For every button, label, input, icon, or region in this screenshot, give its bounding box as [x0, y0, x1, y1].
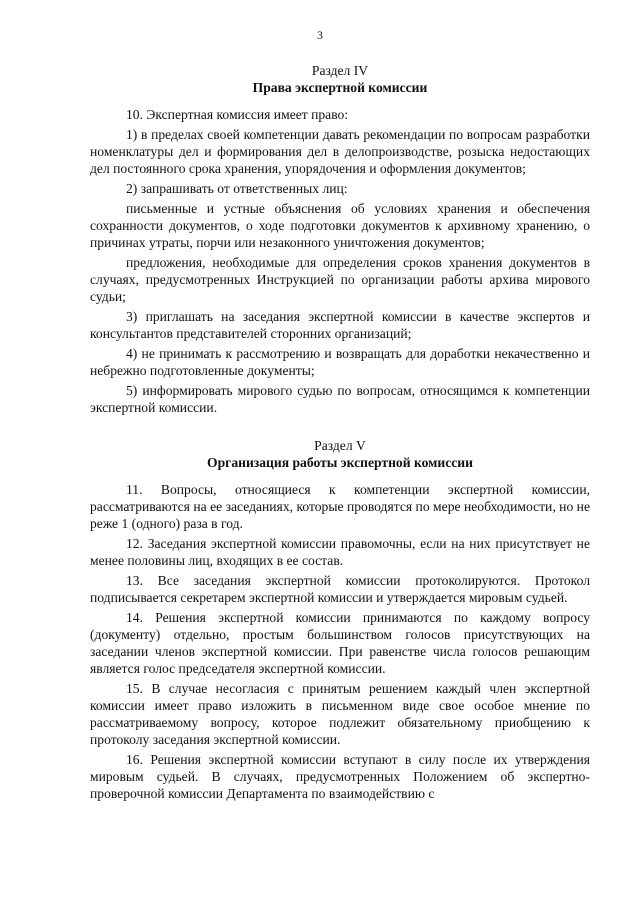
- section-5: [90, 437, 590, 802]
- section-title: Права экспертной комиссии: [252, 80, 428, 95]
- paragraph: 11. Вопросы, относящиеся к компетенции экспертной комиссии, рассматриваются на ее заседаниях, которые проводятся по мере необходимости, но не реже 1 (одного) раза в год.: [90, 482, 590, 531]
- paragraph: 2) запрашивать от ответственных лиц:: [126, 181, 348, 196]
- paragraph: 4) не принимать к рассмотрению и возвращать для доработки некачественно и небрежно подготовленные документы;: [90, 346, 590, 378]
- section-4: [90, 62, 590, 416]
- paragraph: 1) в пределах своей компетенции давать рекомендации по вопросам разработки номенклатуры дел и формирования дел в делопроизводстве, розыска недостающих дел постоянного срока хранения, упорядочения и оформления документов;: [90, 127, 590, 176]
- paragraph: 14. Решения экспертной комиссии принимаются по каждому вопросу (документу) отдельно, простым большинством голосов присутствующих на заседании членов экспертной комиссии. При равенстве числа голосов решающим является голос председателя экспертной комиссии.: [90, 610, 590, 676]
- paragraph: 13. Все заседания экспертной комиссии протоколируются. Протокол подписывается секретарем экспертной комиссии и утверждается мировым судьей.: [90, 573, 590, 605]
- paragraph: письменные и устные объяснения об условиях хранения и обеспечения сохранности документов, о ходе подготовки документов к архивному хранению, о причинах утраты, порчи или незаконного уничтожения документов;: [90, 201, 590, 250]
- section-gap: [90, 419, 590, 437]
- paragraph: 3) приглашать на заседания экспертной комиссии в качестве экспертов и консультантов представителей сторонних организаций;: [90, 309, 590, 341]
- document-body: [90, 62, 590, 805]
- paragraph: 15. В случае несогласия с принятым решением каждый член экспертной комиссии имеет право изложить в письменном виде свое особое мнение по рассматриваемому вопросу, которое подлежит обязательному приобщению к протоколу заседания экспертной комиссии.: [90, 681, 590, 747]
- paragraph: 12. Заседания экспертной комиссии правомочны, если на них присутствует не менее половины лиц, входящих в ее состав.: [90, 536, 590, 568]
- section-label: Раздел IV: [311, 63, 369, 78]
- section-title: Организация работы экспертной комиссии: [207, 455, 473, 470]
- paragraph: 5) информировать мирового судью по вопросам, относящимся к компетенции экспертной комиссии.: [90, 383, 590, 415]
- section-label: Раздел V: [314, 438, 366, 453]
- paragraph: 16. Решения экспертной комиссии вступают в силу после их утверждения мировым судьей. В случаях, предусмотренных Положением об экспертно-проверочной комиссии Департамента по взаимодействию с: [90, 752, 590, 801]
- paragraph: предложения, необходимые для определения сроков хранения документов в случаях, предусмотренных Инструкцией по организации работы архива мирового судьи;: [90, 255, 590, 304]
- paragraph: 10. Экспертная комиссия имеет право:: [126, 107, 349, 122]
- page-number: 3: [317, 28, 323, 42]
